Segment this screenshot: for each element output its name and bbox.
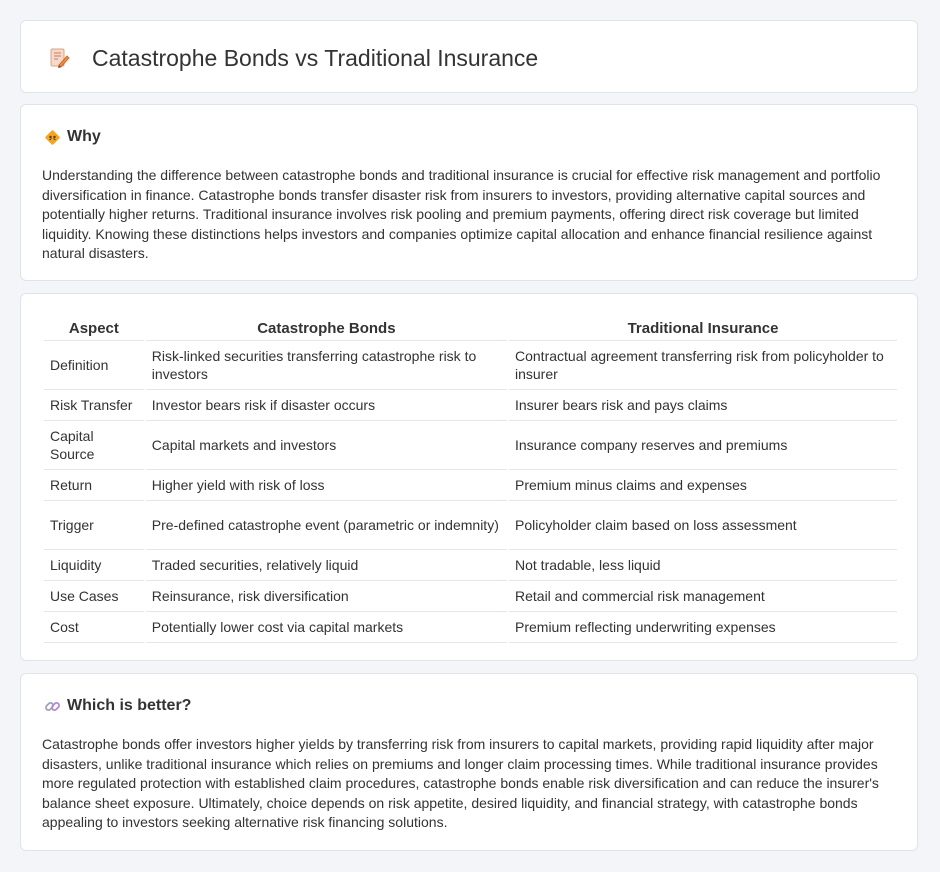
comparison-table [42, 314, 899, 643]
cat-bond-cell: Potentially lower cost via capital markets [146, 612, 507, 643]
table-row [44, 470, 897, 501]
table-row [44, 421, 897, 470]
aspect-cell: Risk Transfer [44, 390, 144, 421]
table-row [44, 581, 897, 612]
cat-bond-cell: Higher yield with risk of loss [146, 470, 507, 501]
header-card [20, 20, 918, 93]
link-icon [44, 698, 61, 715]
which-better-text: Catastrophe bonds offer investors higher yields by transferring risk from insurers to capital markets, providing rapid liquidity after major disasters, unlike traditional insurance which relies on premiums and longer claim processing times. While traditional insurance provides more regulated protection with established claim procedures, catastrophe bonds enable risk diversification and can reduce the insurer's balance sheet exposure. Ultimately, choice depends on risk appetite, desired liquidity, and financial strategy, with catastrophe bonds appealing to investors seeking alternative risk financing solutions. [42, 736, 879, 831]
insurance-cell: Retail and commercial risk management [509, 581, 897, 612]
cat-bond-cell: Risk-linked securities transferring catastrophe risk to investors [146, 341, 507, 390]
document-pencil-icon [48, 47, 70, 69]
insurance-cell: Insurance company reserves and premiums [509, 421, 897, 470]
column-header: Catastrophe Bonds [146, 314, 507, 341]
aspect-cell: Trigger [44, 501, 144, 550]
insurance-cell: Not tradable, less liquid [509, 550, 897, 581]
table-row [44, 341, 897, 390]
cat-bond-cell: Capital markets and investors [146, 421, 507, 470]
aspect-cell: Liquidity [44, 550, 144, 581]
cat-bond-cell: Investor bears risk if disaster occurs [146, 390, 507, 421]
insurance-cell: Insurer bears risk and pays claims [509, 390, 897, 421]
cat-bond-cell: Pre-defined catastrophe event (parametric or indemnity) [146, 501, 507, 550]
cat-bond-cell: Traded securities, relatively liquid [146, 550, 507, 581]
which-better-title: Which is better? [67, 697, 192, 714]
column-header: Traditional Insurance [509, 314, 897, 341]
aspect-cell: Use Cases [44, 581, 144, 612]
table-header-row [44, 314, 897, 341]
insurance-cell: Contractual agreement transferring risk from policyholder to insurer [509, 341, 897, 390]
why-section [20, 104, 918, 281]
aspect-cell: Return [44, 470, 144, 501]
cat-bond-cell: Reinsurance, risk diversification [146, 581, 507, 612]
why-title: Why [67, 128, 101, 145]
table-row [44, 612, 897, 643]
page-title: Catastrophe Bonds vs Traditional Insurance [92, 45, 539, 71]
insurance-cell: Policyholder claim based on loss assessment [509, 501, 897, 550]
why-text: Understanding the difference between catastrophe bonds and traditional insurance is crucial for effective risk management and portfolio diversification in finance. Catastrophe bonds transfer disaster risk from insurers to investors, providing alternative capital sources and potentially higher returns. Traditional insurance involves risk pooling and premium payments, offering direct risk coverage but limited liquidity. Knowing these distinctions helps investors and companies optimize capital allocation and enhance financial resilience against natural disasters. [42, 167, 881, 262]
insurance-cell: Premium reflecting underwriting expenses [509, 612, 897, 643]
aspect-cell: Cost [44, 612, 144, 643]
road-sign-icon [44, 129, 61, 146]
which-better-section [20, 673, 918, 851]
column-header: Aspect [44, 314, 144, 341]
aspect-cell: Definition [44, 341, 144, 390]
insurance-cell: Premium minus claims and expenses [509, 470, 897, 501]
table-row [44, 550, 897, 581]
table-row [44, 390, 897, 421]
aspect-cell: Capital Source [44, 421, 144, 470]
table-row [44, 501, 897, 550]
comparison-card [20, 293, 918, 661]
